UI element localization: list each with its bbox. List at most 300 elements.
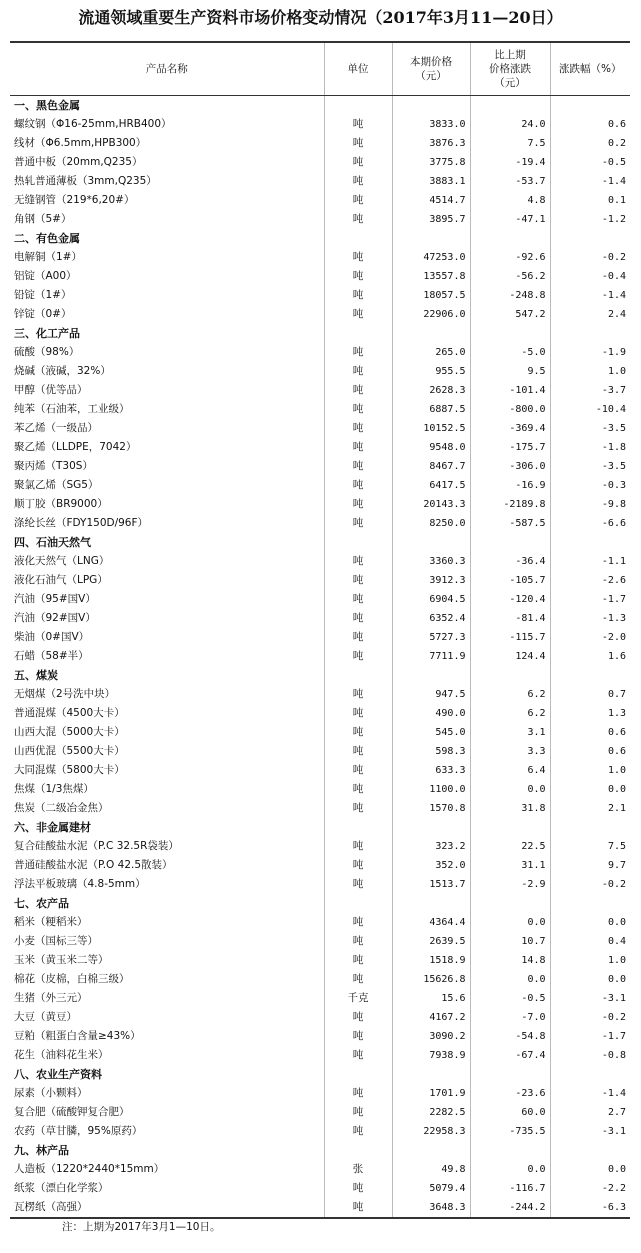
price-table <box>10 41 630 1219</box>
product-name: 液化天然气（LNG） <box>14 555 110 567</box>
product-name: 大豆（黄豆） <box>14 1011 77 1023</box>
category-row <box>10 1065 630 1084</box>
empty-cell <box>470 324 550 343</box>
change-cell: 31.8 <box>470 799 550 818</box>
product-name: 线材（Φ6.5mm,HPB300） <box>14 137 147 149</box>
pct-cell: -6.6 <box>550 514 630 533</box>
unit-cell: 吨 <box>324 951 392 970</box>
pct-cell: 7.5 <box>550 837 630 856</box>
unit-cell: 吨 <box>324 457 392 476</box>
table-row <box>10 951 630 970</box>
table-row <box>10 419 630 438</box>
empty-cell <box>470 894 550 913</box>
product-name: 尿素（小颗料） <box>14 1087 88 1099</box>
empty-cell <box>470 1065 550 1084</box>
product-name: 聚乙烯（LLDPE，7042） <box>14 441 137 453</box>
category-label: 六、非金属建材 <box>14 821 91 834</box>
table-row <box>10 514 630 533</box>
table-row <box>10 552 630 571</box>
empty-cell <box>550 96 630 116</box>
pct-cell: 1.3 <box>550 704 630 723</box>
product-name: 螺纹钢（Φ16-25mm,HRB400） <box>14 118 172 130</box>
unit-cell: 吨 <box>324 1008 392 1027</box>
unit-cell: 吨 <box>324 647 392 666</box>
change-cell: -47.1 <box>470 210 550 229</box>
pct-cell: -1.1 <box>550 552 630 571</box>
unit-cell: 吨 <box>324 1027 392 1046</box>
change-cell: 0.0 <box>470 1160 550 1179</box>
pct-cell: 1.0 <box>550 951 630 970</box>
table-row <box>10 267 630 286</box>
pct-cell: -0.2 <box>550 875 630 894</box>
unit-cell: 吨 <box>324 381 392 400</box>
change-cell: -175.7 <box>470 438 550 457</box>
price-cell: 2628.3 <box>392 381 470 400</box>
table-row <box>10 305 630 324</box>
change-cell: -7.0 <box>470 1008 550 1027</box>
unit-cell: 吨 <box>324 837 392 856</box>
pct-cell: 0.0 <box>550 913 630 932</box>
table-row <box>10 248 630 267</box>
table-row <box>10 989 630 1008</box>
product-name: 涤纶长丝（FDY150D/96F） <box>14 517 149 529</box>
product-name: 热轧普通薄板（3mm,Q235） <box>14 175 157 187</box>
category-row <box>10 229 630 248</box>
price-cell: 947.5 <box>392 685 470 704</box>
pct-cell: 2.1 <box>550 799 630 818</box>
pct-cell: -1.2 <box>550 210 630 229</box>
unit-cell: 吨 <box>324 590 392 609</box>
change-cell: -587.5 <box>470 514 550 533</box>
table-row <box>10 704 630 723</box>
table-row <box>10 286 630 305</box>
empty-cell <box>550 533 630 552</box>
price-cell: 6352.4 <box>392 609 470 628</box>
pct-cell: 2.7 <box>550 1103 630 1122</box>
empty-cell <box>324 818 392 837</box>
price-cell: 2282.5 <box>392 1103 470 1122</box>
unit-cell: 吨 <box>324 286 392 305</box>
pct-cell: -1.9 <box>550 343 630 362</box>
unit-cell: 吨 <box>324 172 392 191</box>
unit-cell: 吨 <box>324 1198 392 1218</box>
price-cell: 955.5 <box>392 362 470 381</box>
product-name: 花生（油料花生米） <box>14 1049 109 1061</box>
change-cell: -81.4 <box>470 609 550 628</box>
unit-cell: 吨 <box>324 723 392 742</box>
product-name: 无缝钢管（219*6,20#） <box>14 194 135 206</box>
pct-cell: -1.4 <box>550 286 630 305</box>
table-row <box>10 590 630 609</box>
price-cell: 8467.7 <box>392 457 470 476</box>
price-cell: 9548.0 <box>392 438 470 457</box>
price-cell: 4364.4 <box>392 913 470 932</box>
empty-cell <box>392 666 470 685</box>
header-change-line3: （元） <box>494 77 526 89</box>
change-cell: -2189.8 <box>470 495 550 514</box>
pct-cell: -2.6 <box>550 571 630 590</box>
table-body <box>10 96 630 1219</box>
table-row <box>10 438 630 457</box>
price-cell: 4514.7 <box>392 191 470 210</box>
empty-cell <box>392 324 470 343</box>
category-row <box>10 533 630 552</box>
unit-cell: 吨 <box>324 780 392 799</box>
empty-cell <box>470 1141 550 1160</box>
product-name: 聚丙烯（T30S） <box>14 460 93 472</box>
product-name: 纸浆（漂白化学浆） <box>14 1182 109 1194</box>
unit-cell: 吨 <box>324 875 392 894</box>
pct-cell: -6.3 <box>550 1198 630 1218</box>
pct-cell: -1.7 <box>550 590 630 609</box>
header-change <box>470 42 550 96</box>
unit-cell: 吨 <box>324 248 392 267</box>
unit-cell: 吨 <box>324 343 392 362</box>
change-cell: 7.5 <box>470 134 550 153</box>
unit-cell: 吨 <box>324 913 392 932</box>
table-row <box>10 1008 630 1027</box>
pct-cell: 9.7 <box>550 856 630 875</box>
table-row <box>10 134 630 153</box>
change-cell: 547.2 <box>470 305 550 324</box>
table-row <box>10 761 630 780</box>
empty-cell <box>324 96 392 116</box>
unit-cell: 吨 <box>324 362 392 381</box>
unit-cell: 吨 <box>324 495 392 514</box>
product-name: 普通硅酸盐水泥（P.O 42.5散装） <box>14 859 173 871</box>
pct-cell: 0.2 <box>550 134 630 153</box>
change-cell: 0.0 <box>470 913 550 932</box>
empty-cell <box>324 666 392 685</box>
price-cell: 1518.9 <box>392 951 470 970</box>
header-unit: 单位 <box>324 42 392 96</box>
change-cell: -115.7 <box>470 628 550 647</box>
change-cell: -369.4 <box>470 419 550 438</box>
pct-cell: -3.1 <box>550 989 630 1008</box>
empty-cell <box>392 96 470 116</box>
empty-cell <box>324 533 392 552</box>
change-cell: -23.6 <box>470 1084 550 1103</box>
category-row <box>10 1141 630 1160</box>
change-cell: -54.8 <box>470 1027 550 1046</box>
price-cell: 49.8 <box>392 1160 470 1179</box>
table-row <box>10 400 630 419</box>
table-row <box>10 685 630 704</box>
pct-cell: 0.0 <box>550 1160 630 1179</box>
unit-cell: 千克 <box>324 989 392 1008</box>
price-cell: 3090.2 <box>392 1027 470 1046</box>
change-cell: 0.0 <box>470 780 550 799</box>
unit-cell: 吨 <box>324 1179 392 1198</box>
change-cell: -36.4 <box>470 552 550 571</box>
product-name: 甲醇（优等品） <box>14 384 88 396</box>
pct-cell: -0.2 <box>550 1008 630 1027</box>
header-pct: 涨跌幅（%） <box>550 42 630 96</box>
table-row <box>10 875 630 894</box>
product-name: 液化石油气（LPG） <box>14 574 108 586</box>
price-cell: 4167.2 <box>392 1008 470 1027</box>
unit-cell: 吨 <box>324 609 392 628</box>
price-cell: 352.0 <box>392 856 470 875</box>
unit-cell: 张 <box>324 1160 392 1179</box>
product-name: 瓦楞纸（高强） <box>10 1198 324 1218</box>
product-name: 生猪（外三元） <box>14 992 88 1004</box>
pct-cell: 1.6 <box>550 647 630 666</box>
table-row <box>10 1046 630 1065</box>
table-row <box>10 362 630 381</box>
product-name: 人造板（1220*2440*15mm） <box>14 1163 165 1175</box>
pct-cell: -3.5 <box>550 457 630 476</box>
price-cell: 5727.3 <box>392 628 470 647</box>
product-name: 焦炭（二级冶金焦） <box>14 802 109 814</box>
price-cell: 7938.9 <box>392 1046 470 1065</box>
table-row <box>10 1160 630 1179</box>
price-cell: 8250.0 <box>392 514 470 533</box>
table-row <box>10 343 630 362</box>
product-name: 石蜡（58#半） <box>14 650 89 662</box>
product-name: 复合硅酸盐水泥（P.C 32.5R袋装） <box>14 840 179 852</box>
empty-cell <box>324 894 392 913</box>
change-cell: 22.5 <box>470 837 550 856</box>
price-cell: 1701.9 <box>392 1084 470 1103</box>
table-row <box>10 1084 630 1103</box>
product-name: 聚氯乙烯（SG5） <box>14 479 99 491</box>
unit-cell: 吨 <box>324 267 392 286</box>
category-label: 五、煤炭 <box>14 669 58 682</box>
empty-cell <box>392 1141 470 1160</box>
table-row <box>10 571 630 590</box>
header-price <box>392 42 470 96</box>
price-cell: 15626.8 <box>392 970 470 989</box>
change-cell: 31.1 <box>470 856 550 875</box>
empty-cell <box>470 818 550 837</box>
empty-cell <box>324 324 392 343</box>
empty-cell <box>550 1065 630 1084</box>
table-row <box>10 115 630 134</box>
price-cell: 13557.8 <box>392 267 470 286</box>
product-name: 山西优混（5500大卡） <box>14 745 125 757</box>
table-row <box>10 856 630 875</box>
empty-cell <box>392 894 470 913</box>
unit-cell: 吨 <box>324 1103 392 1122</box>
price-cell: 6904.5 <box>392 590 470 609</box>
product-name: 苯乙烯（一级品） <box>14 422 98 434</box>
change-cell: -800.0 <box>470 400 550 419</box>
change-cell: -5.0 <box>470 343 550 362</box>
change-cell: -2.9 <box>470 875 550 894</box>
pct-cell: -1.8 <box>550 438 630 457</box>
table-row <box>10 191 630 210</box>
price-cell: 2639.5 <box>392 932 470 951</box>
empty-cell <box>392 818 470 837</box>
product-name: 小麦（国标三等） <box>14 935 98 947</box>
product-name: 顺丁胶（BR9000） <box>14 498 108 510</box>
price-cell: 3833.0 <box>392 115 470 134</box>
change-cell: -116.7 <box>470 1179 550 1198</box>
price-cell: 22906.0 <box>392 305 470 324</box>
table-row <box>10 457 630 476</box>
table-row <box>10 970 630 989</box>
price-cell: 598.3 <box>392 742 470 761</box>
change-cell: 9.5 <box>470 362 550 381</box>
pct-cell: 1.0 <box>550 761 630 780</box>
table-row <box>10 381 630 400</box>
unit-cell: 吨 <box>324 438 392 457</box>
pct-cell: -1.3 <box>550 609 630 628</box>
empty-cell <box>470 229 550 248</box>
price-cell: 3648.3 <box>392 1198 470 1218</box>
change-cell: -735.5 <box>470 1122 550 1141</box>
product-name: 铝锭（A00） <box>14 270 77 282</box>
category-label: 九、林产品 <box>14 1144 69 1157</box>
product-name: 锌锭（0#） <box>14 308 72 320</box>
change-cell: -67.4 <box>470 1046 550 1065</box>
unit-cell: 吨 <box>324 970 392 989</box>
table-row <box>10 1198 630 1218</box>
empty-cell <box>470 533 550 552</box>
unit-cell: 吨 <box>324 628 392 647</box>
table-row <box>10 628 630 647</box>
change-cell: 6.4 <box>470 761 550 780</box>
product-name: 农药（草甘膦，95%原药） <box>14 1125 143 1137</box>
change-cell: -306.0 <box>470 457 550 476</box>
empty-cell <box>550 324 630 343</box>
table-row <box>10 647 630 666</box>
change-cell: -105.7 <box>470 571 550 590</box>
table-row <box>10 837 630 856</box>
header-price-line1: 本期价格 <box>410 56 452 68</box>
change-cell: -120.4 <box>470 590 550 609</box>
empty-cell <box>550 894 630 913</box>
table-row <box>10 1122 630 1141</box>
unit-cell: 吨 <box>324 704 392 723</box>
category-label: 二、有色金属 <box>14 232 80 245</box>
unit-cell: 吨 <box>324 685 392 704</box>
empty-cell <box>392 533 470 552</box>
change-cell: 14.8 <box>470 951 550 970</box>
pct-cell: -1.7 <box>550 1027 630 1046</box>
product-name: 柴油（0#国Ⅴ） <box>14 631 90 643</box>
price-cell: 545.0 <box>392 723 470 742</box>
product-name: 汽油（95#国Ⅴ） <box>14 593 96 605</box>
change-cell: -53.7 <box>470 172 550 191</box>
category-label: 七、农产品 <box>14 897 69 910</box>
empty-cell <box>470 96 550 116</box>
product-name: 无烟煤（2号洗中块） <box>14 688 116 700</box>
unit-cell: 吨 <box>324 799 392 818</box>
category-label: 四、石油天然气 <box>14 536 91 549</box>
category-row <box>10 666 630 685</box>
pct-cell: -9.8 <box>550 495 630 514</box>
price-cell: 3912.3 <box>392 571 470 590</box>
product-name: 汽油（92#国Ⅴ） <box>14 612 96 624</box>
empty-cell <box>550 229 630 248</box>
unit-cell: 吨 <box>324 552 392 571</box>
table-row <box>10 913 630 932</box>
change-cell: -101.4 <box>470 381 550 400</box>
price-cell: 3775.8 <box>392 153 470 172</box>
pct-cell: -0.3 <box>550 476 630 495</box>
unit-cell: 吨 <box>324 191 392 210</box>
product-name: 山西大混（5000大卡） <box>14 726 125 738</box>
unit-cell: 吨 <box>324 476 392 495</box>
pct-cell: -3.1 <box>550 1122 630 1141</box>
product-name: 普通混煤（4500大卡） <box>14 707 125 719</box>
product-name: 棉花（皮棉，白棉三级） <box>14 973 130 985</box>
unit-cell: 吨 <box>324 932 392 951</box>
unit-cell: 吨 <box>324 153 392 172</box>
pct-cell: -0.5 <box>550 153 630 172</box>
product-name: 稻米（粳稻米） <box>14 916 88 928</box>
header-change-line2: 价格涨跌 <box>489 63 531 75</box>
price-cell: 6887.5 <box>392 400 470 419</box>
table-row <box>10 153 630 172</box>
empty-cell <box>550 818 630 837</box>
change-cell: 6.2 <box>470 685 550 704</box>
price-cell: 265.0 <box>392 343 470 362</box>
unit-cell: 吨 <box>324 419 392 438</box>
pct-cell: -2.2 <box>550 1179 630 1198</box>
table-row <box>10 932 630 951</box>
header-price-line2: （元） <box>415 70 447 82</box>
table-row <box>10 172 630 191</box>
table-row <box>10 476 630 495</box>
change-cell: -244.2 <box>470 1198 550 1218</box>
price-cell: 10152.5 <box>392 419 470 438</box>
table-row <box>10 799 630 818</box>
price-cell: 1513.7 <box>392 875 470 894</box>
category-label: 八、农业生产资料 <box>14 1068 102 1081</box>
price-cell: 47253.0 <box>392 248 470 267</box>
price-cell: 7711.9 <box>392 647 470 666</box>
unit-cell: 吨 <box>324 1084 392 1103</box>
category-row <box>10 324 630 343</box>
pct-cell: -10.4 <box>550 400 630 419</box>
unit-cell: 吨 <box>324 514 392 533</box>
unit-cell: 吨 <box>324 1122 392 1141</box>
pct-cell: 0.0 <box>550 970 630 989</box>
pct-cell: -3.7 <box>550 381 630 400</box>
footnote: 注：上期为2017年3月1—10日。 <box>62 1221 221 1233</box>
empty-cell <box>550 1141 630 1160</box>
pct-cell: 0.7 <box>550 685 630 704</box>
product-name: 浮法平板玻璃（4.8-5mm） <box>14 878 146 890</box>
unit-cell: 吨 <box>324 134 392 153</box>
pct-cell: 1.0 <box>550 362 630 381</box>
empty-cell <box>550 666 630 685</box>
header-row <box>10 42 630 96</box>
header-change-line1: 比上期 <box>494 49 526 61</box>
change-cell: -248.8 <box>470 286 550 305</box>
table-row <box>10 1027 630 1046</box>
pct-cell: 0.6 <box>550 742 630 761</box>
product-name: 铅锭（1#） <box>14 289 72 301</box>
product-name: 玉米（黄玉米二等） <box>14 954 109 966</box>
product-name: 普通中板（20mm,Q235） <box>14 156 143 168</box>
price-cell: 15.6 <box>392 989 470 1008</box>
product-name: 复合肥（硫酸钾复合肥） <box>14 1106 130 1118</box>
empty-cell <box>470 666 550 685</box>
unit-cell: 吨 <box>324 1046 392 1065</box>
pct-cell: -2.0 <box>550 628 630 647</box>
product-name: 烧碱（液碱，32%） <box>14 365 111 377</box>
price-cell: 20143.3 <box>392 495 470 514</box>
change-cell: -92.6 <box>470 248 550 267</box>
empty-cell <box>324 1065 392 1084</box>
price-cell: 3895.7 <box>392 210 470 229</box>
pct-cell: -0.4 <box>550 267 630 286</box>
table-row <box>10 1103 630 1122</box>
